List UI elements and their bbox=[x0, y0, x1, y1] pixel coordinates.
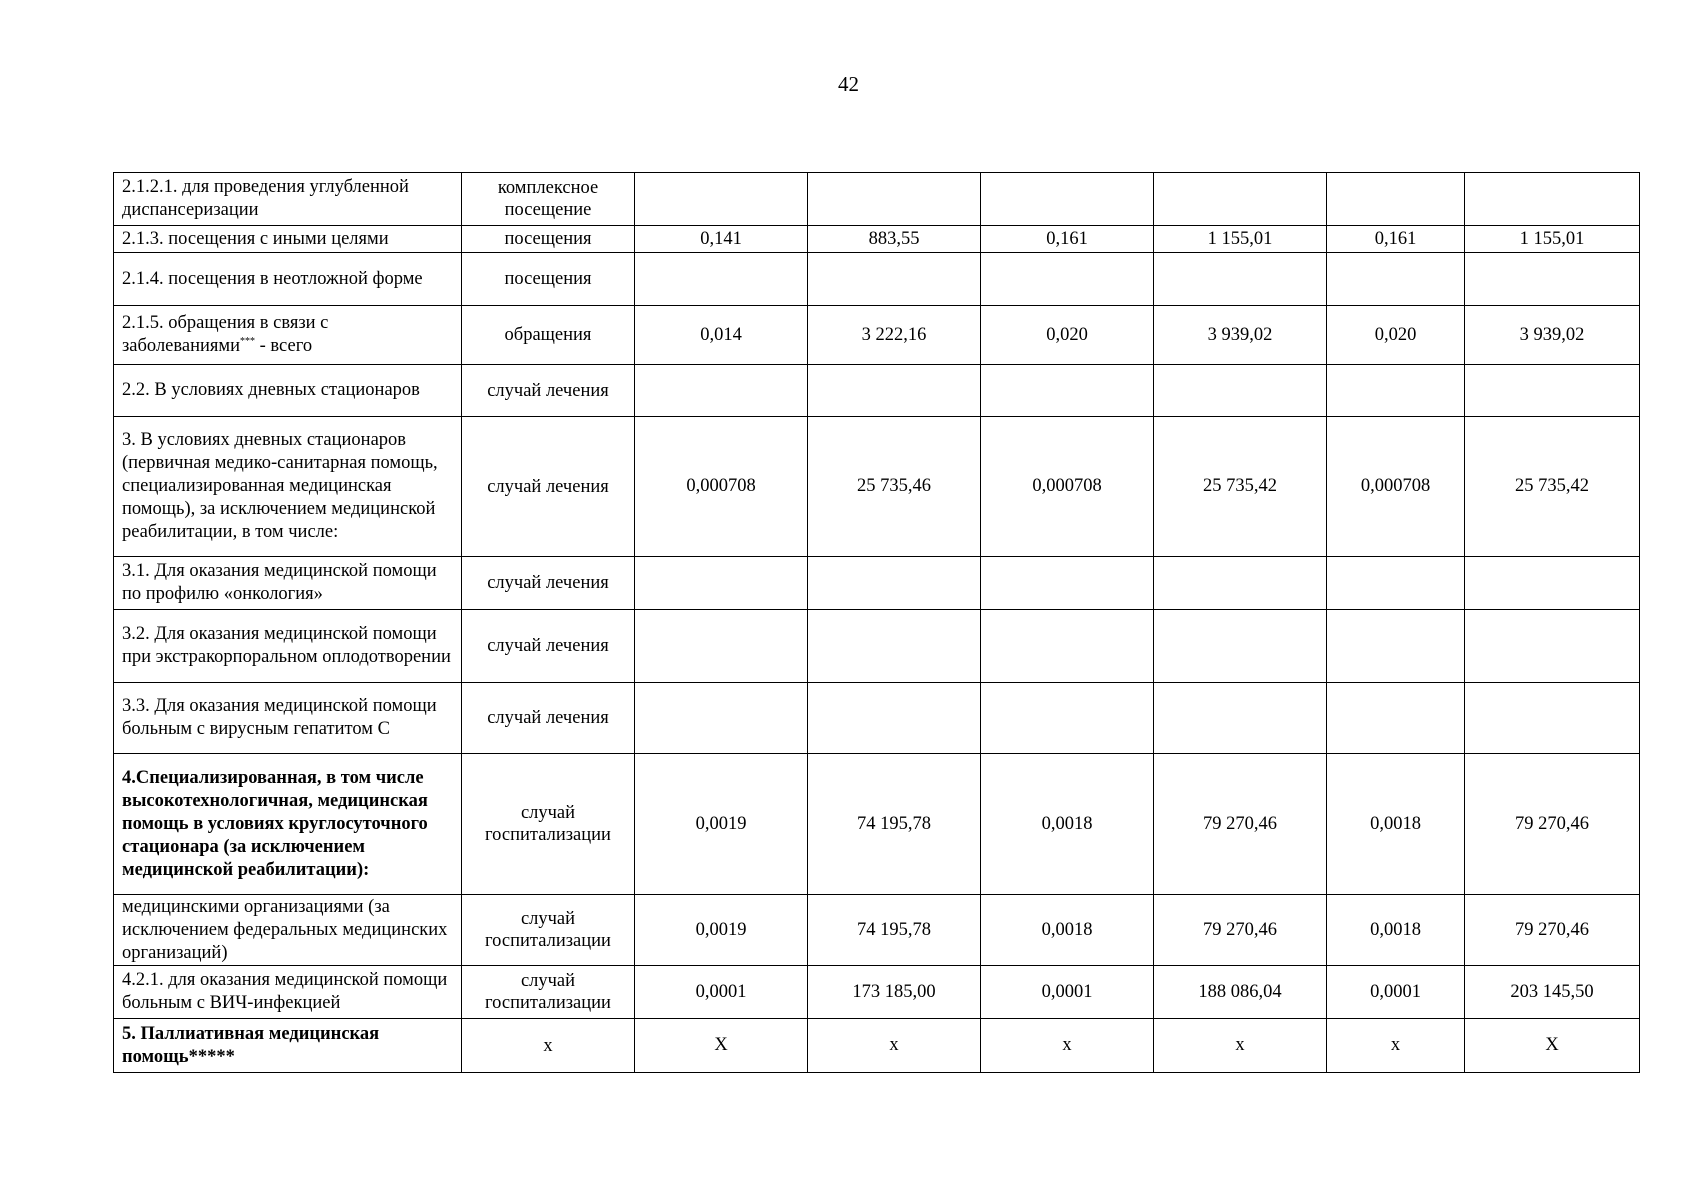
value-cell: Х bbox=[1465, 1019, 1640, 1073]
value-cell bbox=[1327, 173, 1465, 226]
value-cell: 0,0019 bbox=[635, 895, 808, 966]
value-cell: 25 735,46 bbox=[808, 417, 981, 557]
value-cell: 0,141 bbox=[635, 226, 808, 253]
value-cell bbox=[1465, 683, 1640, 754]
table-row bbox=[114, 253, 1640, 306]
row-name: 2.1.4. посещения в неотложной форме bbox=[114, 253, 462, 306]
row-name bbox=[114, 306, 462, 365]
row-name: 3.2. Для оказания медицинской помощи при экстракорпоральном оплодотворении bbox=[114, 610, 462, 683]
value-cell bbox=[1154, 253, 1327, 306]
value-cell bbox=[1465, 173, 1640, 226]
value-cell: 3 222,16 bbox=[808, 306, 981, 365]
value-cell: 173 185,00 bbox=[808, 966, 981, 1019]
value-cell bbox=[635, 683, 808, 754]
value-cell: 0,000708 bbox=[981, 417, 1154, 557]
value-cell bbox=[1154, 173, 1327, 226]
value-cell bbox=[981, 365, 1154, 417]
value-cell bbox=[808, 610, 981, 683]
value-cell: 74 195,78 bbox=[808, 754, 981, 895]
value-cell: 0,0001 bbox=[981, 966, 1154, 1019]
value-cell: 79 270,46 bbox=[1154, 895, 1327, 966]
table-row bbox=[114, 683, 1640, 754]
row-name-suffix: - всего bbox=[255, 336, 313, 356]
value-cell bbox=[635, 365, 808, 417]
row-unit: случай лечения bbox=[462, 610, 635, 683]
value-cell bbox=[808, 557, 981, 610]
value-cell bbox=[981, 683, 1154, 754]
table-row bbox=[114, 226, 1640, 253]
value-cell: х bbox=[1327, 1019, 1465, 1073]
value-cell: 79 270,46 bbox=[1465, 895, 1640, 966]
value-cell: 0,0001 bbox=[1327, 966, 1465, 1019]
row-unit: обращения bbox=[462, 306, 635, 365]
table-row bbox=[114, 754, 1640, 895]
value-cell bbox=[635, 610, 808, 683]
value-cell bbox=[635, 253, 808, 306]
value-cell bbox=[981, 610, 1154, 683]
value-cell: 3 939,02 bbox=[1154, 306, 1327, 365]
value-cell: 3 939,02 bbox=[1465, 306, 1640, 365]
row-unit: комплексное посещение bbox=[462, 173, 635, 226]
value-cell bbox=[1465, 365, 1640, 417]
value-cell: 1 155,01 bbox=[1465, 226, 1640, 253]
row-unit: посещения bbox=[462, 253, 635, 306]
value-cell bbox=[1327, 365, 1465, 417]
value-cell: 0,0001 bbox=[635, 966, 808, 1019]
table-row bbox=[114, 895, 1640, 966]
row-name: 3.1. Для оказания медицинской помощи по профилю «онкология» bbox=[114, 557, 462, 610]
row-name: 3. В условиях дневных стационаров (первичная медико-санитарная помощь, специализированная медицинская помощь), за исключением медицинской реабилитации, в том числе: bbox=[114, 417, 462, 557]
row-unit: х bbox=[462, 1019, 635, 1073]
value-cell bbox=[981, 557, 1154, 610]
value-cell: 0,020 bbox=[1327, 306, 1465, 365]
row-name: 2.2. В условиях дневных стационаров bbox=[114, 365, 462, 417]
row-unit: случай госпитализации bbox=[462, 966, 635, 1019]
table-row bbox=[114, 1019, 1640, 1073]
row-unit: случай госпитализации bbox=[462, 754, 635, 895]
row-unit: случай госпитализации bbox=[462, 895, 635, 966]
value-cell bbox=[808, 365, 981, 417]
row-unit: случай лечения bbox=[462, 417, 635, 557]
table-row bbox=[114, 966, 1640, 1019]
value-cell: 0,014 bbox=[635, 306, 808, 365]
value-cell bbox=[1327, 683, 1465, 754]
value-cell bbox=[808, 173, 981, 226]
value-cell: 0,0019 bbox=[635, 754, 808, 895]
value-cell bbox=[1154, 557, 1327, 610]
value-cell: х bbox=[981, 1019, 1154, 1073]
value-cell: 0,161 bbox=[1327, 226, 1465, 253]
page-number: 42 bbox=[838, 72, 859, 96]
value-cell: 79 270,46 bbox=[1154, 754, 1327, 895]
value-cell bbox=[981, 253, 1154, 306]
value-cell: 25 735,42 bbox=[1465, 417, 1640, 557]
value-cell bbox=[1465, 610, 1640, 683]
row-name: 2.1.2.1. для проведения углубленной диспансеризации bbox=[114, 173, 462, 226]
table-row bbox=[114, 173, 1640, 226]
value-cell bbox=[981, 173, 1154, 226]
value-cell bbox=[1327, 610, 1465, 683]
value-cell: 0,020 bbox=[981, 306, 1154, 365]
value-cell: 74 195,78 bbox=[808, 895, 981, 966]
value-cell: 1 155,01 bbox=[1154, 226, 1327, 253]
value-cell: х bbox=[808, 1019, 981, 1073]
table-row bbox=[114, 610, 1640, 683]
table-row bbox=[114, 557, 1640, 610]
value-cell bbox=[1154, 610, 1327, 683]
data-table bbox=[113, 172, 1640, 1073]
row-name-text: 2.1.5. обращения в связи с заболеваниями bbox=[122, 313, 329, 356]
value-cell bbox=[808, 683, 981, 754]
value-cell: 0,0018 bbox=[1327, 754, 1465, 895]
value-cell: 188 086,04 bbox=[1154, 966, 1327, 1019]
value-cell bbox=[635, 173, 808, 226]
value-cell: 883,55 bbox=[808, 226, 981, 253]
value-cell bbox=[1327, 253, 1465, 306]
row-name: 2.1.3. посещения с иными целями bbox=[114, 226, 462, 253]
value-cell bbox=[1154, 365, 1327, 417]
value-cell bbox=[1154, 683, 1327, 754]
row-unit: случай лечения bbox=[462, 365, 635, 417]
value-cell bbox=[1465, 557, 1640, 610]
value-cell: 79 270,46 bbox=[1465, 754, 1640, 895]
value-cell bbox=[808, 253, 981, 306]
value-cell: 25 735,42 bbox=[1154, 417, 1327, 557]
value-cell: 0,000708 bbox=[635, 417, 808, 557]
value-cell bbox=[1327, 557, 1465, 610]
row-name: 4.2.1. для оказания медицинской помощи больным с ВИЧ-инфекцией bbox=[114, 966, 462, 1019]
table-row bbox=[114, 365, 1640, 417]
row-unit: посещения bbox=[462, 226, 635, 253]
row-name: 4.Специализированная, в том числе высокотехнологичная, медицинская помощь в условиях круглосуточного стационара (за исключением медицинской реабилитации): bbox=[114, 754, 462, 895]
row-unit: случай лечения bbox=[462, 557, 635, 610]
value-cell: 203 145,50 bbox=[1465, 966, 1640, 1019]
table-row bbox=[114, 417, 1640, 557]
row-unit: случай лечения bbox=[462, 683, 635, 754]
row-name: медицинскими организациями (за исключением федеральных медицинских организаций) bbox=[114, 895, 462, 966]
value-cell bbox=[1465, 253, 1640, 306]
row-name: 5. Паллиативная медицинская помощь***** bbox=[114, 1019, 462, 1073]
value-cell bbox=[635, 557, 808, 610]
value-cell: 0,0018 bbox=[981, 895, 1154, 966]
value-cell: Х bbox=[635, 1019, 808, 1073]
table-row bbox=[114, 306, 1640, 365]
value-cell: 0,0018 bbox=[981, 754, 1154, 895]
value-cell: 0,161 bbox=[981, 226, 1154, 253]
value-cell: 0,0018 bbox=[1327, 895, 1465, 966]
footnote-mark: *** bbox=[240, 335, 256, 347]
value-cell: х bbox=[1154, 1019, 1327, 1073]
row-name: 3.3. Для оказания медицинской помощи больным с вирусным гепатитом С bbox=[114, 683, 462, 754]
value-cell: 0,000708 bbox=[1327, 417, 1465, 557]
